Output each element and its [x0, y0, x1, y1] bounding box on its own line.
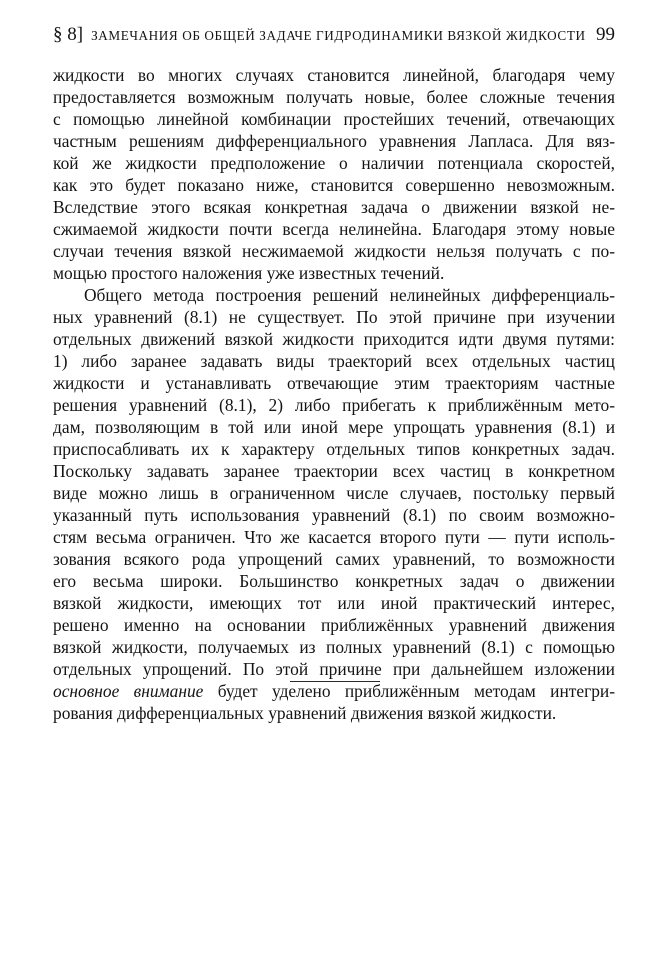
- text-line: жидкости во многих случаях становится линейной, благодаря чему: [53, 65, 615, 85]
- text-line: решения уравнений (8.1), 2) либо прибегать к приближённым мето-: [53, 395, 615, 415]
- running-header: [53, 24, 615, 50]
- text-line: Поскольку задавать заранее траектории всех частиц в конкретном: [53, 461, 615, 481]
- text-line: ных уравнений (8.1) не существует. По этой причине при изучении: [53, 307, 615, 327]
- text-line: дам, позволяющим в той или иной мере упрощать уравнения (8.1) и: [53, 417, 615, 437]
- text-line: решено именно на основании приближённых уравнений движения: [53, 615, 615, 635]
- text-line: виде можно лишь в ограниченном числе случаев, постольку первый: [53, 483, 615, 503]
- text-line: рования дифференциальных уравнений движения вязкой жидкости.: [53, 703, 557, 723]
- page-number: 99: [596, 24, 615, 45]
- text-line: отдельных движений вязкой жидкости приходится идти двумя путями:: [53, 329, 615, 349]
- text-line: сжимаемой жидкости почти всегда нелинейна. Благодаря этому новые: [53, 219, 615, 239]
- section-number: § 8]: [53, 24, 84, 45]
- text-line: случаи течения вязкой несжимаемой жидкости нельзя получать с по-: [53, 241, 615, 261]
- text-line: 1) либо заранее задавать виды траекторий всех отдельных частиц: [53, 351, 615, 371]
- text-line: жидкости и устанавливать отвечающие этим траекториям частные: [53, 373, 615, 393]
- text-line: зования всякого рода упрощений самих уравнений, то возможности: [53, 549, 615, 569]
- text-line: отдельных упрощений. По этой причине при дальнейшем изложении: [53, 659, 615, 679]
- section-end-rule: [290, 681, 380, 682]
- text-line: Общего метода построения решений нелинейных дифференциаль-: [84, 285, 615, 305]
- text-line-emphasis: [53, 680, 615, 702]
- text-line: с помощью линейной комбинации простейших течений, отвечающих: [53, 109, 615, 129]
- text-line: предоставляется возможным получать новые, более сложные течения: [53, 87, 615, 107]
- text-line: стям весьма ограничен. Что же касается второго пути — пути исполь-: [53, 527, 615, 547]
- text-line: указанный путь использования уравнений (8.1) по своим возможно-: [53, 505, 615, 525]
- body-text: [53, 64, 615, 724]
- text-line: частным решениям дифференциального уравнения Лапласа. Для вяз-: [53, 131, 615, 151]
- text-line: кой же жидкости предположение о наличии потенциала скоростей,: [53, 153, 615, 173]
- text-line: приспосабливать их к характеру отдельных типов конкретных задач.: [53, 439, 615, 459]
- text-line: как это будет показано ниже, становится совершенно невозможным.: [53, 175, 615, 195]
- text-line: Вследствие этого всякая конкретная задача о движении вязкой не-: [53, 197, 615, 217]
- text-line: его весьма широки. Большинство конкретных задач о движении: [53, 571, 615, 591]
- text-line: вязкой жидкости, имеющих тот или иной практический интерес,: [53, 593, 615, 613]
- text-line: вязкой жидкости, получаемых из полных уравнений (8.1) с помощью: [53, 637, 615, 657]
- emphasis-phrase: основное внимание: [53, 681, 204, 701]
- text-fragment: будет уделено приближённым методам интегри-: [203, 681, 615, 701]
- text-line: мощью простого наложения уже известных течений.: [53, 263, 445, 283]
- running-title: ЗАМЕЧАНИЯ ОБ ОБЩЕЙ ЗАДАЧЕ ГИДРОДИНАМИКИ ВЯЗКОЙ ЖИДКОСТИ: [91, 28, 586, 43]
